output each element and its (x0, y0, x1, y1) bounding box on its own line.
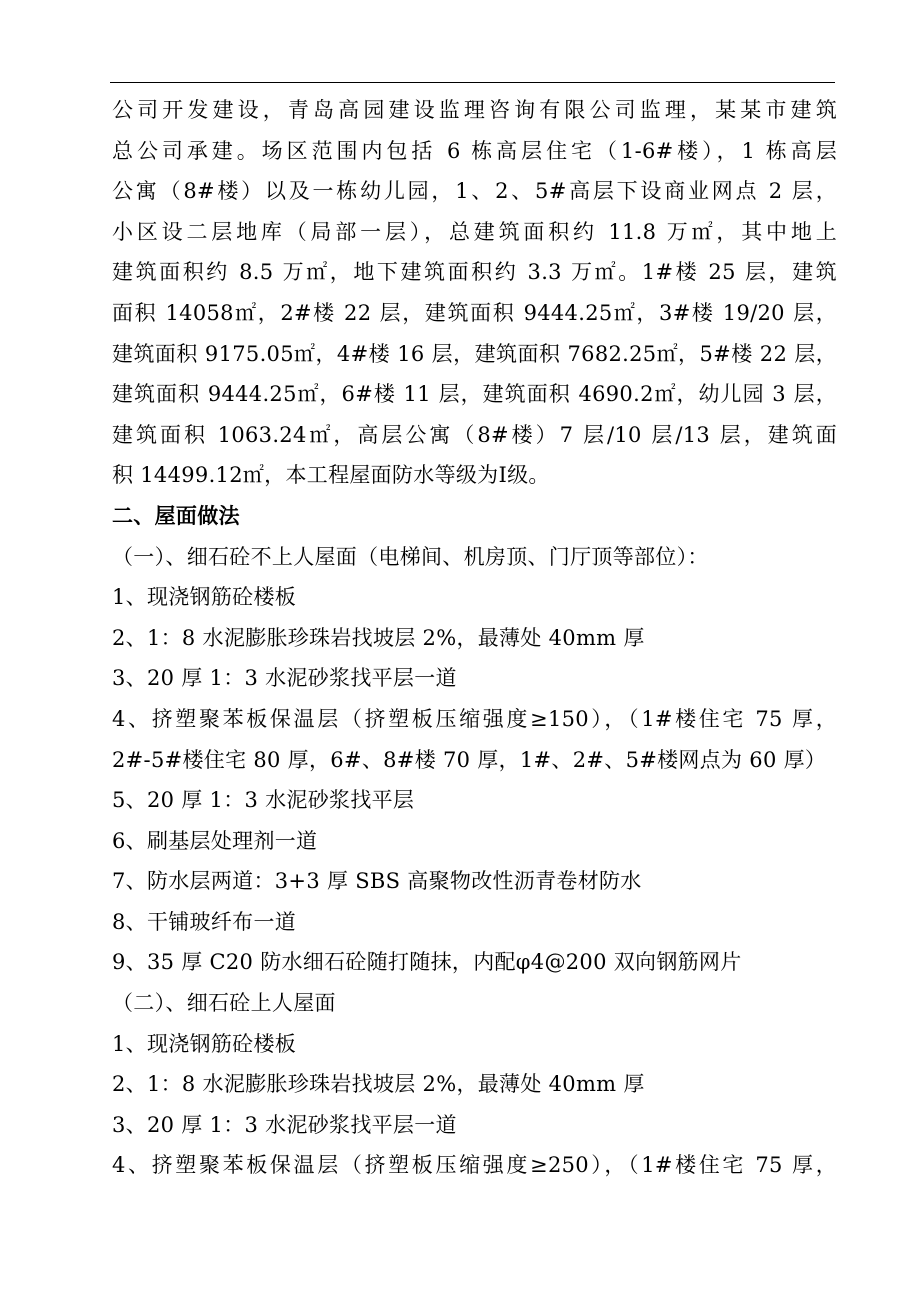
paragraph-line: 建筑面积约 8.5 万㎡，地下建筑面积约 3.3 万㎡。1#楼 25 层，建筑 (112, 260, 837, 285)
subsection-title: （二）、细石砼上人屋面 (112, 991, 336, 1016)
subsection-non-accessible-roof (112, 537, 837, 984)
list-item: 4、挤塑聚苯板保温层（挤塑板压缩强度≥250），（1#楼住宅 75 厚， (112, 1153, 837, 1178)
list-item: 7、防水层两道：3+3 厚 SBS 高聚物改性沥青卷材防水 (112, 869, 642, 894)
paragraph-line: 建筑面积 9175.05㎡，4#楼 16 层，建筑面积 7682.25㎡，5#楼 22 层， (112, 341, 837, 366)
list-item: 2、1：8 水泥膨胀珍珠岩找坡层 2%，最薄处 40mm 厚 (112, 1072, 645, 1097)
list-item: 4、挤塑聚苯板保温层（挤塑板压缩强度≥150），（1#楼住宅 75 厚， (112, 706, 837, 731)
list-item: 8、干铺玻纤布一道 (112, 909, 297, 934)
list-item: 5、20 厚 1：3 水泥砂浆找平层 (112, 788, 415, 813)
paragraph-line: 小区设二层地库（局部一层），总建筑面积约 11.8 万㎡，其中地上 (112, 219, 837, 244)
subsection-title: （一）、细石砼不上人屋面（电梯间、机房顶、门厅顶等部位）： (112, 544, 709, 569)
paragraph-line: 公寓（8#楼）以及一栋幼儿园，1、2、5#高层下设商业网点 2 层， (112, 179, 837, 204)
list-item: 3、20 厚 1：3 水泥砂浆找平层一道 (112, 1112, 457, 1137)
paragraph-line: 公司开发建设，青岛高园建设监理咨询有限公司监理，某某市建筑 (112, 98, 837, 122)
project-overview-paragraph (112, 90, 837, 496)
list-item: 2#-5#楼住宅 80 厚，6#、8#楼 70 厚，1#、2#、5#楼网点为 60 厚） (112, 747, 827, 772)
paragraph-line: 总公司承建。场区范围内包括 6 栋高层住宅（1-6#楼），1 栋高层 (112, 138, 837, 163)
paragraph-line: 建筑面积 1063.24㎡，高层公寓（8#楼）7 层/10 层/13 层，建筑面 (112, 422, 837, 447)
list-item: 1、现浇钢筋砼楼板 (112, 585, 297, 610)
list-item: 6、刷基层处理剂一道 (112, 828, 318, 853)
paragraph-line: 面积 14058㎡，2#楼 22 层，建筑面积 9444.25㎡，3#楼 19/20 层， (112, 300, 837, 325)
document-body (112, 90, 837, 1186)
section-heading: 二、屋面做法 (112, 502, 240, 528)
header-rule (110, 82, 835, 83)
list-item: 9、35 厚 C20 防水细石砼随打随抹，内配φ4@200 双向钢筋网片 (112, 950, 742, 975)
list-item: 3、20 厚 1：3 水泥砂浆找平层一道 (112, 666, 457, 691)
list-item: 2、1：8 水泥膨胀珍珠岩找坡层 2%，最薄处 40mm 厚 (112, 625, 645, 650)
paragraph-line: 建筑面积 9444.25㎡，6#楼 11 层，建筑面积 4690.2㎡，幼儿园 3 层， (112, 382, 837, 407)
paragraph-line: 积 14499.12㎡，本工程屋面防水等级为Ⅰ级。 (112, 463, 550, 488)
list-item: 1、现浇钢筋砼楼板 (112, 1031, 297, 1056)
subsection-accessible-roof (112, 983, 837, 1186)
